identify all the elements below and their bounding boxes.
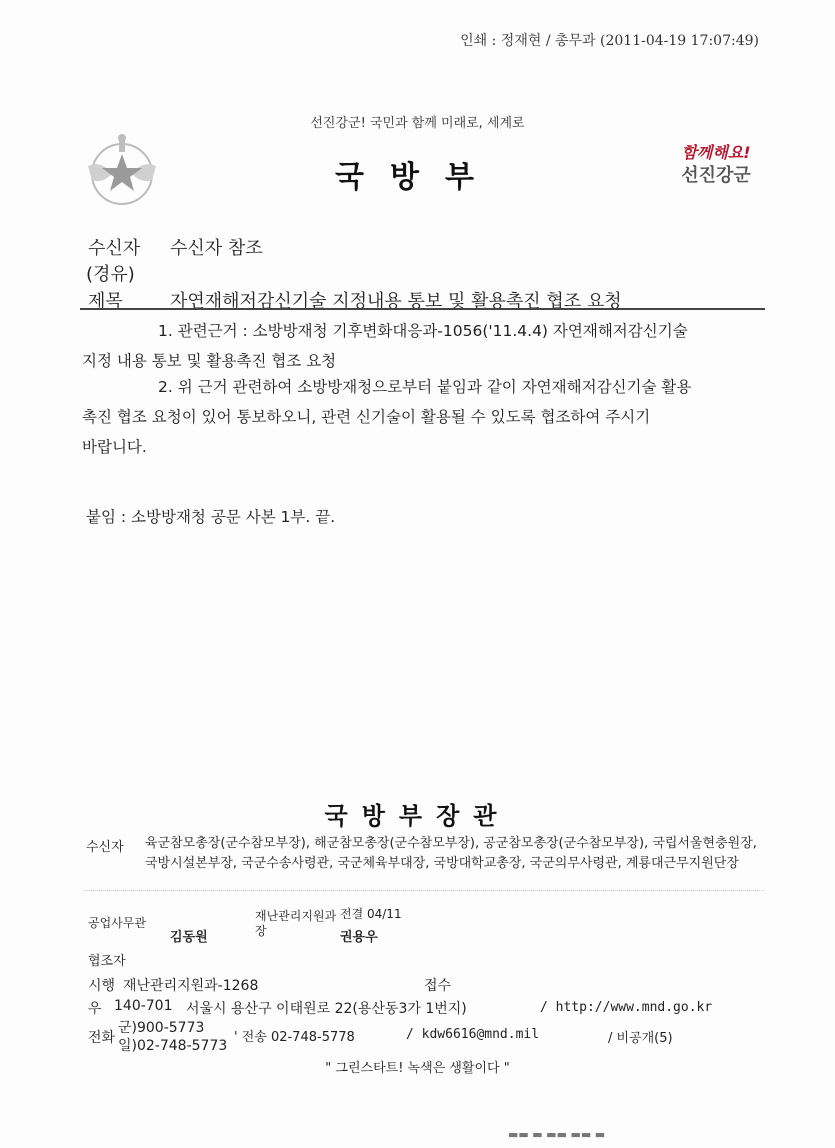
subject-value: 자연재해저감신기술 지정내용 통보 및 활용촉진 협조 요청: [170, 291, 622, 312]
signer-title: 국방부장관: [324, 802, 511, 830]
via-label: (경유): [86, 264, 135, 285]
postal-code: 140-701: [114, 998, 173, 1014]
paragraph-1-line-1: 1. 관련근거 : 소방방재청 기후변화대응과-1056('11.4.4) 자연재해저감신기술: [158, 322, 688, 340]
paragraph-2-line-1: 2. 위 근거 관련하여 소방방재청으로부터 붙임과 같이 자연재해저감신기술 활용: [158, 378, 692, 396]
enforcement-number: 재난관리지원과-1268: [123, 978, 259, 994]
enforcement-label: 시행: [88, 978, 116, 994]
receipt-label: 접수: [424, 978, 452, 994]
green-slogan: " 그린스타트! 녹색은 생활이다 ": [325, 1061, 510, 1076]
attachment-note: 붙임 : 소방방재청 공문 사본 1부. 끝.: [86, 508, 336, 526]
postal-label: 우: [88, 1001, 102, 1017]
paragraph-2-line-2: 촉진 협조 요청이 있어 통보하오니, 관련 신기술이 활용될 수 있도록 협조하여 주시기: [82, 408, 651, 426]
approver-2-role: 재난관리지원과: [255, 909, 337, 923]
approver-2-name: 권용우: [340, 930, 378, 945]
recipients-list: 육군참모총장(군수참모부장), 해군참모총장(군수참모부장), 공군참모총장(군수참모부장), 국립서울현충원장, 국방시설본부장, 국군수송사령관, 국군체육부대장, 국방대학교총장, 국군의무사령관, 계룡대근무지원단장: [145, 836, 757, 871]
recipients-label: 수신자: [86, 840, 124, 855]
ministry-title: 국방부: [335, 160, 500, 195]
decision-stamp: 전결 04/11: [340, 907, 402, 921]
slogan: 선진강군! 국민과 함께 미래로, 세계로: [310, 116, 525, 131]
body-paragraph-1: [82, 316, 772, 376]
phone-label: 전화: [88, 1030, 116, 1046]
subject-divider: [80, 308, 765, 310]
campaign-logo-line1: 함께해요!: [681, 143, 751, 162]
website-link[interactable]: / http://www.mnd.go.kr: [540, 1000, 713, 1015]
approver-2-role-suffix: 장: [255, 924, 267, 938]
general-phone: 일)02-748-5773: [118, 1038, 228, 1054]
recipient-value: 수신자 참조: [170, 238, 263, 259]
approver-1-name: 김동원: [170, 930, 208, 945]
body-paragraph-2: [82, 372, 772, 462]
page-footer-cutoff: ▬▬ ▬ ▬▬ ▬▬ ▬: [508, 1128, 606, 1141]
email-address[interactable]: / kdw6616@mnd.mil: [406, 1027, 540, 1042]
recipient-label: 수신자: [88, 238, 141, 259]
military-phone: 군)900-5773: [118, 1020, 205, 1036]
disclosure-status: / 비공개(5): [608, 1031, 673, 1046]
campaign-logo: [666, 140, 766, 196]
paragraph-1-line-2: 지정 내용 통보 및 활용촉진 협조 요청: [82, 352, 337, 370]
divider: [84, 890, 764, 891]
print-header: 인쇄 : 정재현 / 총무과 (2011-04-19 17:07:49): [460, 33, 759, 49]
subject-label: 제목: [88, 291, 123, 312]
street-address: 서울시 용산구 이태원로 22(용산동3가 1번지): [186, 1001, 467, 1017]
cooperator-label: 협조자: [88, 954, 126, 969]
campaign-logo-line2: 선진강군: [681, 165, 751, 186]
approver-1-role: 공업사무관: [88, 916, 146, 930]
fax-number: ' 전송 02-748-5778: [234, 1030, 355, 1045]
paragraph-2-line-3: 바랍니다.: [82, 438, 147, 456]
